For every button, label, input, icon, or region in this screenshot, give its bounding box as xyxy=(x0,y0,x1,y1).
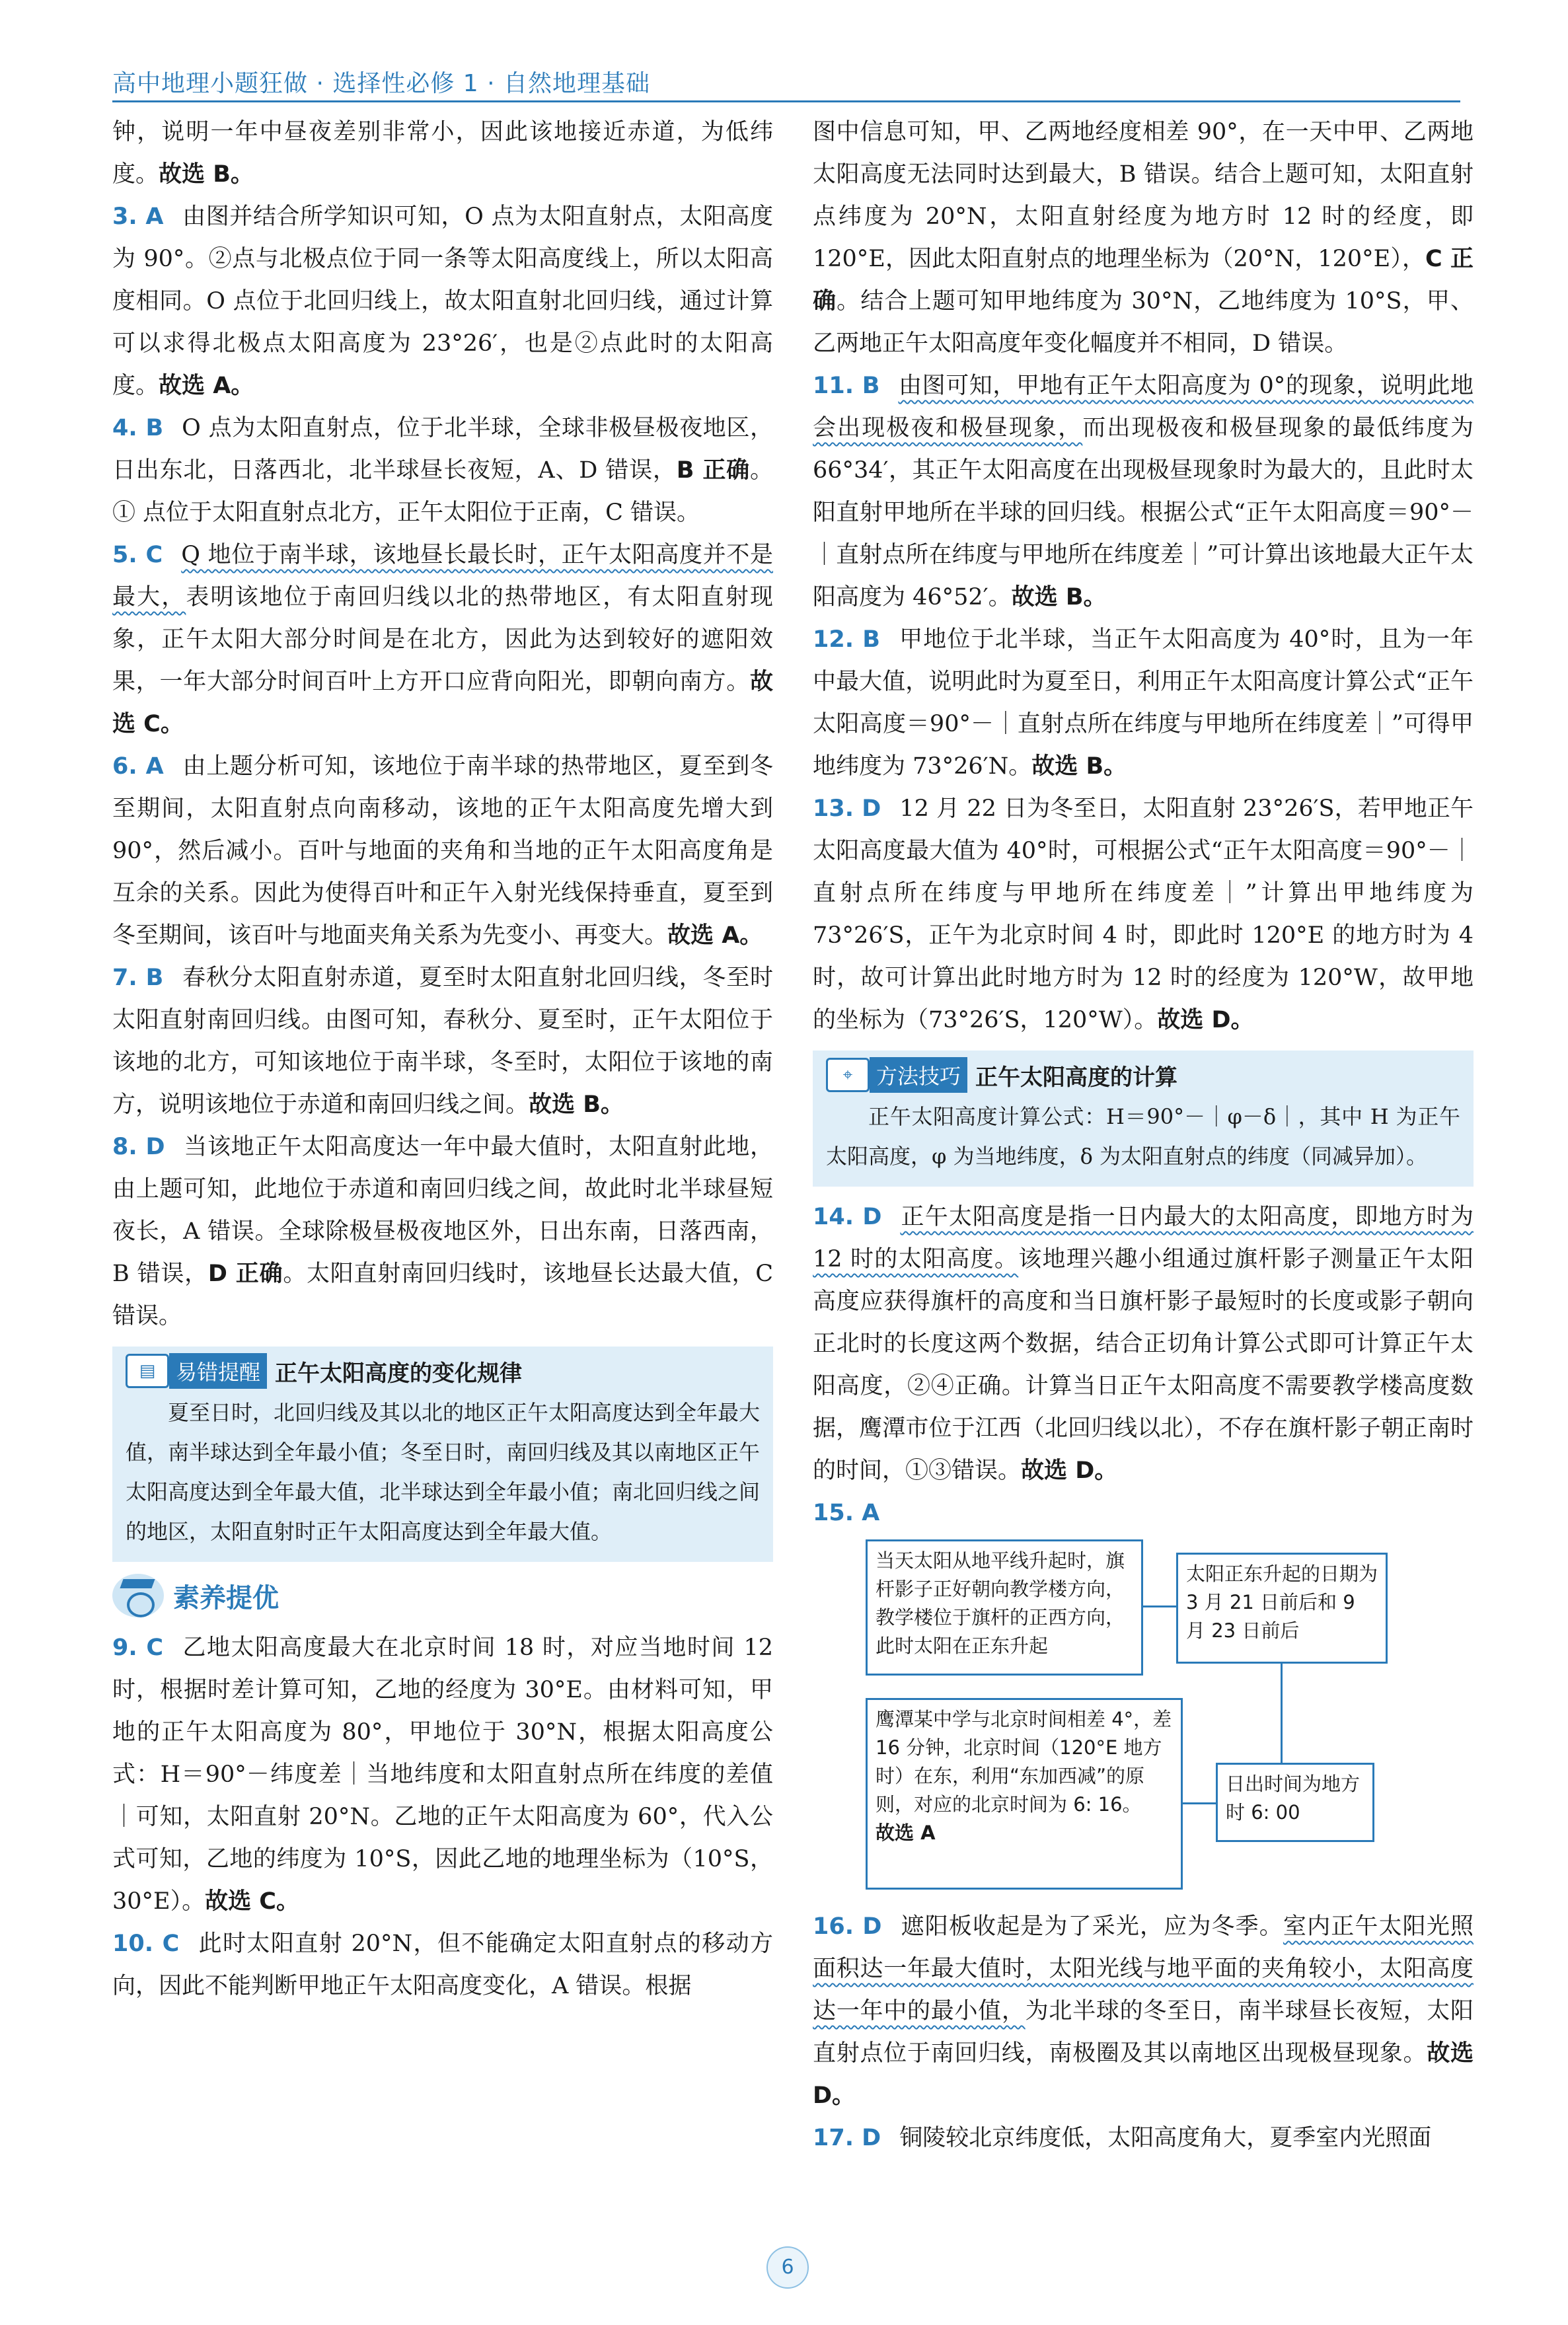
running-header: 高中地理小题狂做 · 选择性必修 1 · 自然地理基础 xyxy=(112,70,651,97)
answer-10: 10. C 此时太阳直射 20°N，但不能确定太阳直射点的移动方向，因此不能判断甲地正午太阳高度变化，A 错误。根据 xyxy=(112,1931,773,1999)
answer-15: 15. A xyxy=(813,1500,880,1526)
tip-tag: ▤ 易错提醒 xyxy=(126,1353,267,1389)
tip-title: 正午太阳高度的变化规律 xyxy=(275,1360,523,1387)
flow-arrow-2-3 xyxy=(1281,1664,1283,1763)
header-rule xyxy=(112,100,1460,102)
flow-arrow-3-4 xyxy=(1183,1802,1216,1804)
answer-7: 7. B 春秋分太阳直射赤道，夏至时太阳直射北回归线，冬至时太阳直射南回归线。由图可知，春秋分、夏至时，正午太阳位于该地的北方，可知该地位于南半球，冬至时，太阳位于该地的南方，说明该地位于赤道和南回归线之间。故选 B。 xyxy=(112,965,773,1118)
answer-16: 16. D 遮阳板收起是为了采光，应为冬季。室内正午太阳光照面积达一年最大值时，太阳光线与地平面的夹角较小，太阳高度达一年中的最小值，为北半球的冬至日，南半球昼长夜短，太阳直射点位于南回归线，南极圈及其以南地区出现极昼现象。故选 D。 xyxy=(813,1913,1474,2109)
answer-intro: 钟，说明一年中昼夜差别非常小，因此该地接近赤道，为低纬度。故选 B。 xyxy=(112,119,773,188)
flow-box-1: 当天太阳从地平线升起时，旗杆影子正好朝向教学楼方向，教学楼位于旗杆的正西方向，此时太阳在正东升起 xyxy=(866,1539,1143,1676)
answer-8: 8. D 当该地正午太阳高度达一年中最大值时，太阳直射此地，由上题可知，此地位于赤道和南回归线之间，故此时北半球昼短夜长，A 错误。全球除极昼极夜地区外，日出东南，日落西南，B 错误，D 正确。太阳直射南回归线时，该地昼长达最大值，C 错误。 xyxy=(112,1134,773,1329)
flow-box-4: 鹰潭某中学与北京时间相差 4°，差 16 分钟，北京时间（120°E 地方时）在东，利用“东加西减”的原则，对应的北京时间为 6: 16。 故选 A xyxy=(866,1698,1183,1890)
flow-diagram xyxy=(813,1539,1474,1896)
right-column xyxy=(813,111,1474,2159)
page-number: 6 xyxy=(766,2246,809,2289)
answer-11: 11. B 由图可知，甲地有正午太阳高度为 0°的现象，说明此地会出现极夜和极昼现象，而出现极夜和极昼现象的最低纬度为 66°34′，其正午太阳高度在出现极昼现象时为最大的，且此时太阳直射甲地所在半球的回归线。根据公式“正午太阳高度＝90°－｜直射点所在纬度与甲地所在纬度差｜”可计算出该地最大正午太阳高度为 46°52′。故选 B。 xyxy=(813,373,1474,610)
answer-9: 9. C 乙地太阳高度最大在北京时间 18 时，对应当地时间 12 时，根据时差计算可知，乙地的经度为 30°E。由材料可知，甲地的正午太阳高度为 80°，甲地位于 30°N，根据太阳高度公式：H＝90°－纬度差｜当地纬度和太阳直射点所在纬度的差值｜可知，太阳直射 20°N。乙地的正午太阳高度为 60°，代入公式可知，乙地的纬度为 10°S，因此乙地的地理坐标为（10°S，30°E）。故选 C。 xyxy=(112,1635,773,1915)
tip-tag: ⌖ 方法技巧 xyxy=(826,1057,967,1093)
flow-arrow-1-2 xyxy=(1143,1605,1176,1607)
left-column xyxy=(112,111,773,2007)
answer-4: 4. B O 点为太阳直射点，位于北半球，全球非极昼极夜地区，日出东北，日落西北，北半球昼长夜短，A、D 错误，B 正确。① 点位于太阳直射点北方，正午太阳位于正南，C 错误。 xyxy=(112,415,773,526)
location-pin-icon: ⌖ xyxy=(826,1058,870,1092)
answer-14: 14. D 正午太阳高度是指一日内最大的太阳高度，即地方时为 12 时的太阳高度。该地理兴趣小组通过旗杆影子测量正午太阳高度应获得旗杆的高度和当日旗杆影子最短时的长度或影子朝向正北时的长度这两个数据，结合正切角计算公式即可计算正午太阳高度，②④正确。计算当日正午太阳高度不需要教学楼高度数据，鹰潭市位于江西（北回归线以北），不存在旗杆影子朝正南时的时间，①③错误。故选 D。 xyxy=(813,1204,1474,1484)
answer-12: 12. B 甲地位于北半球，当正午太阳高度为 40°时，且为一年中最大值，说明此时为夏至日，利用正午太阳高度计算公式“正午太阳高度＝90°－｜直射点所在纬度与甲地所在纬度差｜”可得甲地纬度为 73°26′N。故选 B。 xyxy=(813,626,1474,780)
tip-title: 正午太阳高度的计算 xyxy=(975,1064,1178,1091)
answer-17: 17. D 铜陵较北京纬度低，太阳高度角大，夏季室内光照面 xyxy=(813,2125,1432,2151)
section-heading: 素养提优 xyxy=(112,1574,773,1617)
answer-13: 13. D 12 月 22 日为冬至日，太阳直射 23°26′S，若甲地正午太阳高度最大值为 40°时，可根据公式“正午太阳高度＝90°－｜直射点所在纬度与甲地所在纬度差｜”计算出甲地纬度为 73°26′S，正午为北京时间 4 时，即此时 120°E 的地方时为 4 时，故可计算出此时地方时为 12 时的经度为 120°W，故甲地的坐标为（73°26′S，120°W）。故选 D。 xyxy=(813,795,1474,1033)
answer-10-continued: 图中信息可知，甲、乙两地经度相差 90°，在一天中甲、乙两地太阳高度无法同时达到最大，B 错误。结合上题可知，太阳直射点纬度为 20°N，太阳直射经度为地方时 12 时的经度，即 120°E，因此太阳直射点的地理坐标为（20°N，120°E），C 正确。结合上题可知甲地纬度为 30°N，乙地纬度为 10°S，甲、乙两地正午太阳高度年变化幅度并不相同，D 错误。 xyxy=(813,119,1474,357)
answer-6: 6. A 由上题分析可知，该地位于南半球的热带地区，夏至到冬至期间，太阳直射点向南移动，该地的正午太阳高度先增大到 90°，然后减小。百叶与地面的夹角和当地的正午太阳高度角是互余的关系。因此为使得百叶和正午入射光线保持垂直，夏至到冬至期间，该百叶与地面夹角关系为先变小、再变大。故选 A。 xyxy=(112,753,773,949)
tip-box-method xyxy=(813,1051,1474,1187)
flow-box-3: 日出时间为地方时 6: 00 xyxy=(1216,1763,1374,1842)
tip-body: 正午太阳高度计算公式：H＝90°－｜φ－δ｜，其中 H 为正午太阳高度，φ 为当地纬度，δ 为太阳直射点的纬度（同减异加）。 xyxy=(826,1104,1460,1169)
graduation-globe-icon xyxy=(112,1574,164,1617)
tip-box-common-mistake xyxy=(112,1347,773,1562)
tip-body: 夏至日时，北回归线及其以北的地区正午太阳高度达到全年最大值，南半球达到全年最小值；冬至日时，南回归线及其以南地区正午太阳高度达到全年最大值，北半球达到全年最小值；南北回归线之间的地区，太阳直射时正午太阳高度达到全年最大值。 xyxy=(126,1400,761,1544)
answer-3: 3. A 由图并结合所学知识可知，O 点为太阳直射点，太阳高度为 90°。②点与北极点位于同一条等太阳高度线上，所以太阳高度相同。O 点位于北回归线上，故太阳直射北回归线，通过计算可以求得北极点太阳高度为 23°26′，也是②点此时的太阳高度。故选 A。 xyxy=(112,203,774,399)
open-book-icon: ▤ xyxy=(126,1354,169,1388)
answer-5: 5. C Q 地位于南半球，该地昼长最长时，正午太阳高度并不是最大，表明该地位于南回归线以北的热带地区，有太阳直射现象，正午太阳大部分时间是在北方，因此为达到较好的遮阳效果，一年大部分时间百叶上方开口应背向阳光，即朝向南方。故选 C。 xyxy=(112,542,773,737)
flow-box-2: 太阳正东升起的日期为 3 月 21 日前后和 9 月 23 日前后 xyxy=(1176,1553,1388,1664)
